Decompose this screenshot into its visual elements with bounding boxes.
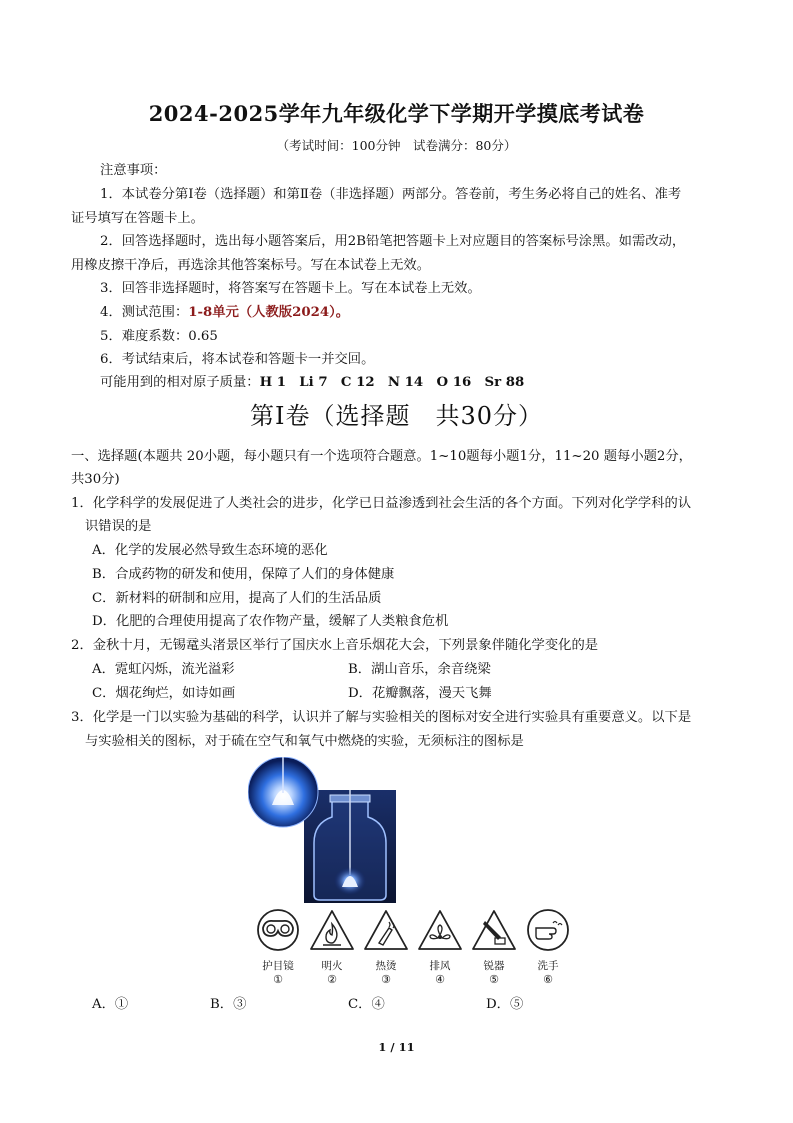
note-4-range: 1-8 (188, 305, 213, 320)
hazard-label: 明火 (321, 960, 343, 972)
note-2b: 用橡皮擦干净后，再选涂其他答案标号。写在本试卷上无效。 (71, 258, 431, 273)
q1-option-d: D．化肥的合理使用提高了农作物产量，缓解了人类粮食危机 (92, 614, 449, 629)
q3-option-a: A．① (92, 997, 129, 1012)
note-4-year: 2024 (292, 305, 330, 320)
q3-option-d: D．⑤ (486, 997, 524, 1012)
note-1b: 证号填写在答题卡上。 (71, 211, 204, 226)
hazard-label: 排风 (429, 960, 451, 972)
note-2a: 2．回答选择题时，选出每小题答案后，用2B铅笔把答题卡上对应题目的答案标号涂黑。如需改动， (100, 234, 686, 249)
q2-option-d: D．花瓣飘落，漫天飞舞 (348, 686, 492, 701)
hazard-open-flame (307, 908, 357, 986)
q3-option-b: B．③ (210, 997, 247, 1012)
q2-option-a: A．霓虹闪烁，流光溢彩 (92, 662, 235, 677)
page-number: 1 / 11 (378, 1040, 415, 1054)
hazard-label: 热烫 (375, 960, 397, 972)
hazard-hot-surface (361, 908, 411, 986)
note-4 (100, 304, 349, 322)
note-6: 6．考试结束后，将本试卷和答题卡一并交回。 (100, 352, 375, 367)
sulfur-combustion-photo (248, 757, 398, 905)
flame-icon (309, 908, 355, 952)
fan-icon (417, 908, 463, 952)
q2-stem: 2．金秋十月，无锡鼋头渚景区举行了国庆水上音乐烟花大会，下列景象伴随化学变化的是 (71, 638, 599, 653)
q2-option-c: C．烟花绚烂，如诗如画 (92, 686, 236, 701)
q3-stem-a: 3．化学是一门以实验为基础的科学，认识并了解与实验相关的图标对安全进行实验具有重要意义。以下是 (71, 710, 692, 725)
hazard-sharp-object (469, 908, 519, 986)
knife-icon (471, 908, 517, 952)
hazard-label: 洗手 (537, 960, 559, 972)
q3-stem-b: 与实验相关的图标，对于硫在空气和氧气中燃烧的实验，无须标注的图标是 (85, 734, 524, 749)
q1-option-a: A．化学的发展必然导致生态环境的恶化 (92, 543, 328, 558)
hazard-number: ④ (435, 973, 445, 986)
note-1a: 1．本试卷分第Ⅰ卷（选择题）和第Ⅱ卷（非选择题）两部分。答卷前，考生务必将自己的姓名、准考 (100, 187, 682, 202)
q3-option-c: C．④ (348, 997, 385, 1012)
goggles-icon (255, 908, 301, 952)
hazard-number: ② (327, 973, 337, 986)
hazard-label: 锐器 (483, 960, 505, 972)
section-intro-a: 一、选择题(本题共 20小题，每小题只有一个选项符合题意。1~10题每小题1分，11~20 题每小题2分， (71, 449, 692, 464)
note-3: 3．回答非选择题时，将答案写在答题卡上。写在本试卷上无效。 (100, 281, 481, 296)
hazard-number: ⑤ (489, 973, 499, 986)
note-5: 5．难度系数：0.65 (100, 329, 218, 344)
note-4-suffix: ）。 (329, 305, 350, 320)
atomic-mass (100, 374, 524, 392)
notes-heading: 注意事项： (100, 163, 167, 178)
hazard-goggles (253, 908, 303, 986)
q1-option-c: C．新材料的研制和应用，提高了人们的生活品质 (92, 591, 382, 606)
section-intro-b: 共30分) (71, 472, 120, 487)
hazard-wash-hands (523, 908, 573, 986)
exam-title: 2024-2025学年九年级化学下学期开学摸底考试卷 (148, 101, 645, 126)
sulfur-burning-image (248, 757, 398, 905)
hazard-ventilation (415, 908, 465, 986)
exam-subtitle: （考试时间：100分钟 试卷满分：80分） (276, 138, 517, 153)
hazard-label: 护目镜 (262, 960, 294, 972)
hazard-number: ① (273, 973, 283, 986)
q1-option-b: B．合成药物的研发和使用，保障了人们的身体健康 (92, 567, 395, 582)
hot-surface-icon (363, 908, 409, 952)
q1-stem-b: 识错误的是 (85, 519, 152, 534)
hazard-number: ③ (381, 973, 391, 986)
note-4-prefix: 4．测试范围： (100, 305, 189, 320)
note-4-mid: 单元（人教版 (212, 305, 293, 320)
atomic-mass-prefix: 可能用到的相对原子质量： (100, 375, 260, 390)
section-title: 第Ⅰ卷（选择题 共30分） (249, 402, 544, 430)
q2-option-b: B．湖山音乐，余音绕梁 (348, 662, 491, 677)
hazard-number: ⑥ (543, 973, 553, 986)
hand-wash-icon (525, 908, 571, 952)
atomic-mass-values: H 1 Li 7 C 12 N 14 O 16 Sr 88 (259, 375, 525, 390)
hazard-icon-row (253, 908, 573, 993)
q1-stem-a: 1．化学科学的发展促进了人类社会的进步，化学已日益渗透到社会生活的各个方面。下列对化学学科的认 (71, 496, 692, 511)
